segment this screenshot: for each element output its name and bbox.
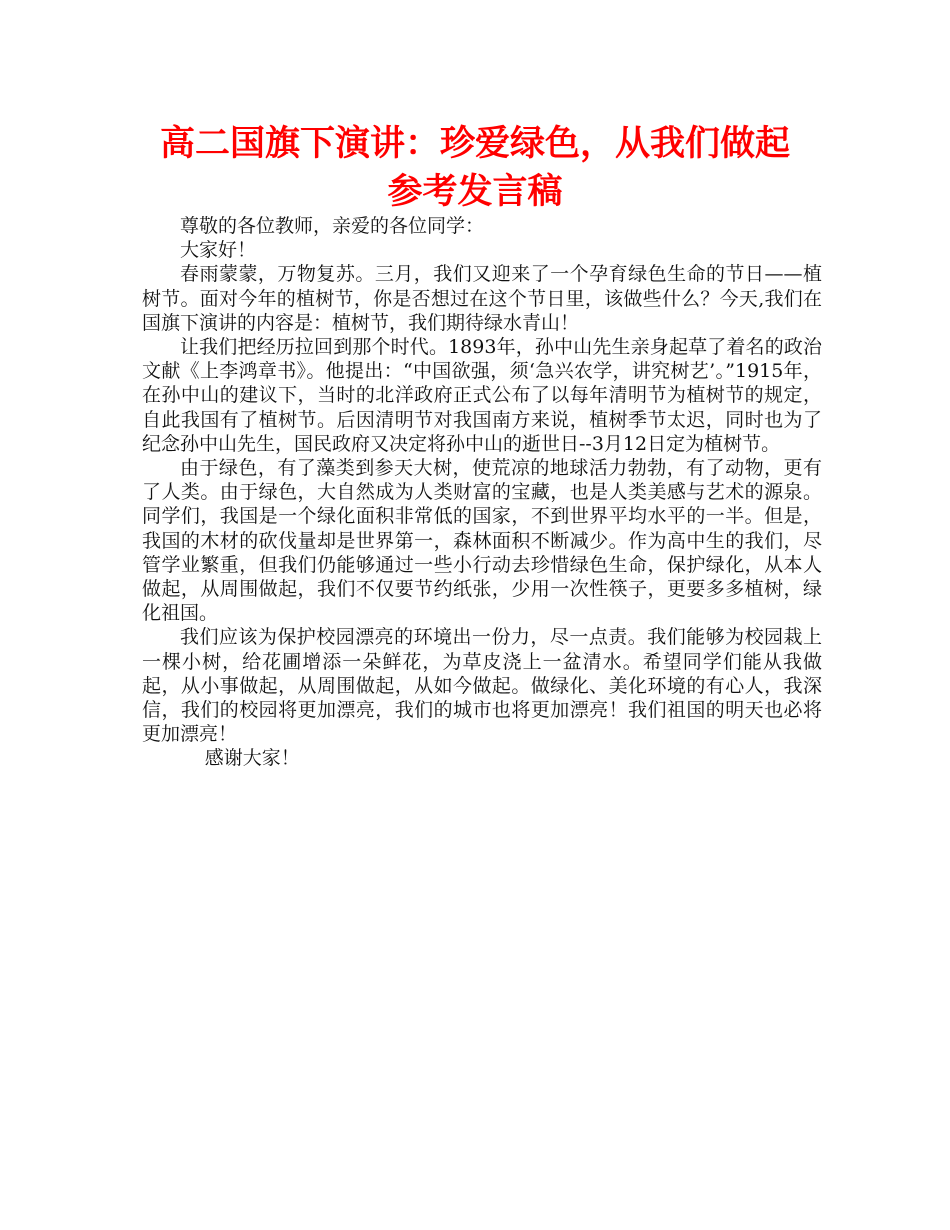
paragraph-green: 由于绿色，有了藻类到参天大树，使荒凉的地球活力勃勃，有了动物，更有了人类。由于绿色，大自然成为人类财富的宝藏，也是人类美感与艺术的源泉。同学们，我国是一个绿化面积非常低的国家，不到世界平均水平的一半。但是，我国的木材的砍伐量却是世界第一，森林面积不断减少。作为高中生的我们，尽管学业繁重，但我们仍能够通过一些小行动去珍惜绿色生命，保护绿化，从本人做起，从周围做起，我们不仅要节约纸张，少用一次性筷子，更要多多植树，绿化祖国。 [142, 457, 822, 625]
title-line-2: 参考发言稿 [387, 172, 563, 212]
salutation: 尊敬的各位教师，亲爱的各位同学： [180, 215, 485, 237]
document-body [142, 214, 822, 771]
title-line-1: 高二国旗下演讲：珍爱绿色，从我们做起 [159, 124, 790, 164]
closing-thanks: 感谢大家！ [204, 747, 300, 770]
paragraph-spring: 春雨蒙蒙，万物复苏。三月，我们又迎来了一个孕育绿色生命的节日——植树节。面对今年的植树节，你是否想过在这个节日里，该做些什么？今天,我们在国旗下演讲的内容是：植树节，我们期待绿水青山！ [142, 263, 822, 334]
document-title [120, 120, 830, 216]
paragraph-campus: 我们应该为保护校园漂亮的环境出一份力，尽一点责。我们能够为校园栽上一棵小树，给花圃增添一朵鲜花，为草皮浇上一盆清水。希望同学们能从我做起，从小事做起，从周围做起，从如今做起。做绿化、美化环境的有心人，我深信，我们的校园将更加漂亮，我们的城市也将更加漂亮！我们祖国的明天也必将更加漂亮！ [142, 626, 822, 746]
paragraph-history: 让我们把经历拉回到那个时代。1893年，孙中山先生亲身起草了着名的政治文献《上李鸿章书》。他提出：“中国欲强，须‘急兴农学，讲究树艺’。”1915年，在孙中山的建议下，当时的北洋政府正式公布了以每年清明节为植树节的规定，自此我国有了植树节。后因清明节对我国南方来说，植树季节太迟，同时也为了纪念孙中山先生，国民政府又决定将孙中山的逝世日--3月12日定为植树节。 [142, 336, 822, 455]
greeting: 大家好！ [180, 239, 257, 262]
